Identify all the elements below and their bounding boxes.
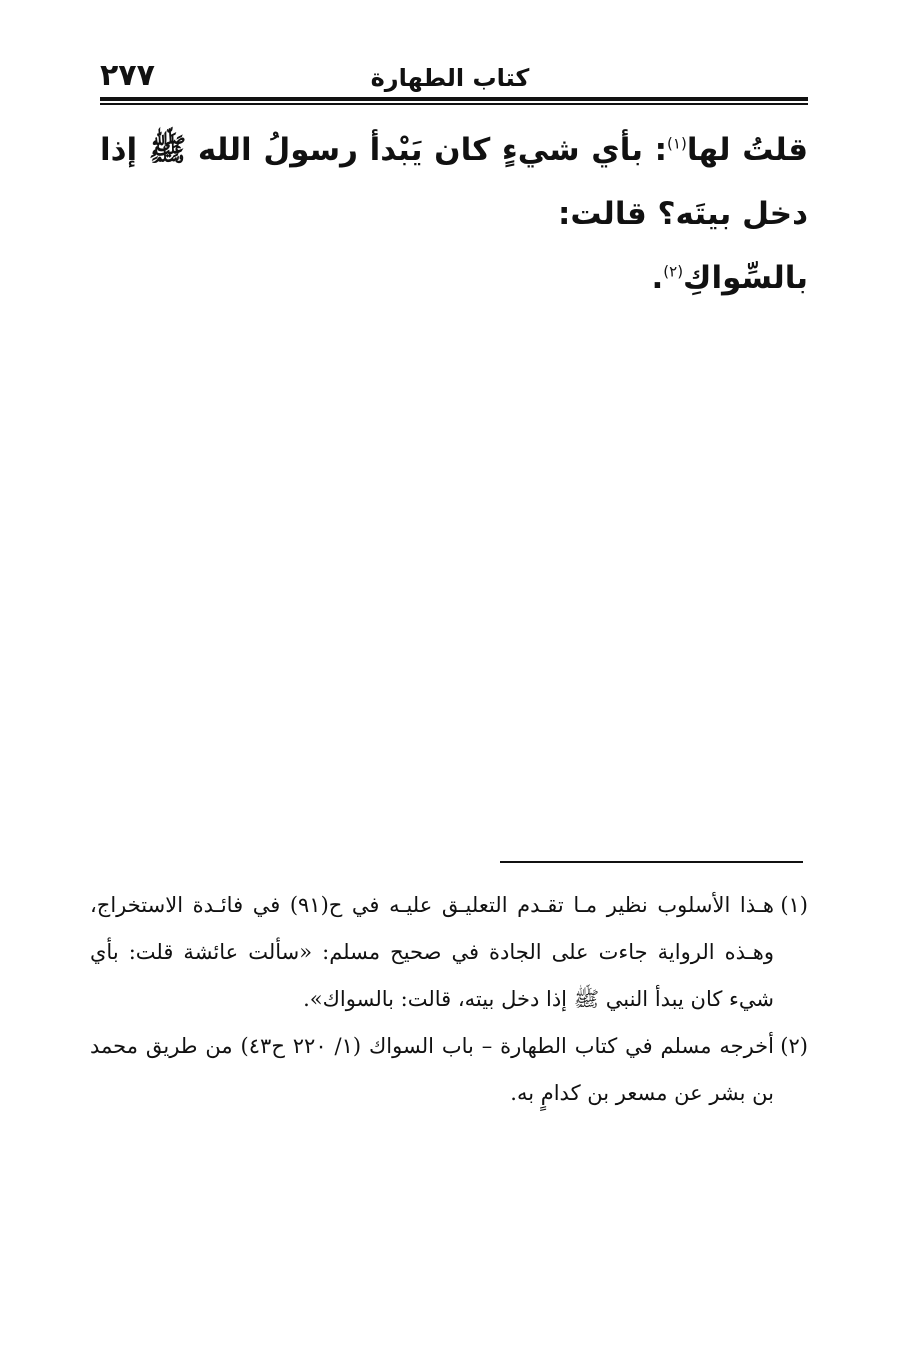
footnote-text: أخرجه مسلم في كتاب الطهارة – باب السواك (١/ ٢٢٠ ح٤٣) من طريق محمد بن بشر عن مسعر بن كدامٍ به.: [90, 1034, 774, 1105]
page-number: ٢٧٧: [100, 58, 155, 93]
footnote-text: هـذا الأسلوب نظير مـا تقـدم التعليـق عليـه في ح(٩١) في فائـدة الاستخراج، وهـذه الرواية جاءت على الجادة في صحيح مسلم: «سألت عائشة قلت: بأي شيء كان يبدأ النبي ﷺ إذا دخل بيته، قالت: بالسواك».: [90, 893, 774, 1011]
footnote-number: (١): [780, 893, 808, 917]
footnote-ref-1[interactable]: (١): [667, 134, 687, 153]
footnote-ref-2[interactable]: (٢): [663, 262, 684, 281]
main-line-2: [100, 246, 808, 310]
main-line-2-text-a: بالسِّواكِ: [683, 260, 808, 296]
running-title: كتاب الطهارة: [370, 64, 530, 92]
main-line-1: [100, 118, 808, 246]
main-text: [100, 118, 808, 310]
main-line-1-text-a: قلتُ لها: [686, 132, 809, 168]
header-rule-thin: [100, 103, 808, 105]
footnote-1: [90, 882, 808, 1023]
main-line-2-text-b: .: [651, 260, 664, 296]
footnote-separator: [500, 861, 803, 863]
footnote-2: [90, 1023, 808, 1117]
footnotes: [90, 882, 808, 1117]
main-line-1-text-b: : بأي شيءٍ كان يَبْدأ رسولُ الله ﷺ إذا دخل بيتَه؟ قالت:: [100, 132, 808, 232]
header-rule-thick: [100, 97, 808, 101]
footnote-number: (٢): [780, 1034, 808, 1058]
